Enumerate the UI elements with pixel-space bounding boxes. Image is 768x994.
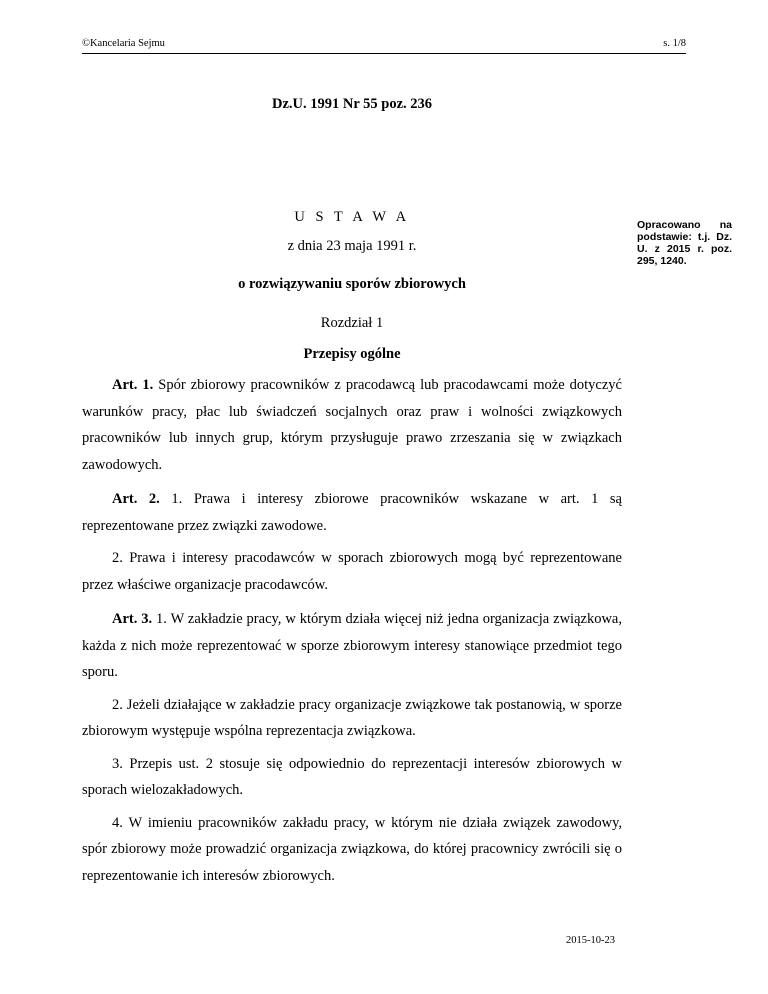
footer-date: 2015-10-23 — [566, 935, 615, 946]
act-date: z dnia 23 maja 1991 r. — [287, 238, 417, 254]
header-divider — [82, 53, 686, 54]
article-3-label: Art. 3. — [112, 611, 153, 627]
article-2-para-1 — [82, 486, 622, 539]
publication-reference: Dz.U. 1991 Nr 55 poz. 236 — [271, 96, 433, 112]
article-1 — [82, 372, 622, 478]
article-3-para-1 — [82, 606, 622, 686]
side-note: Opracowano na podstawie: t.j. Dz. U. z 2015 r. poz. 295, 1240. — [637, 219, 732, 267]
header-source: ©Kancelaria Sejmu — [82, 38, 165, 49]
page-number: s. 1/8 — [663, 38, 686, 49]
article-1-label: Art. 1. — [112, 377, 154, 393]
article-1-text: Spór zbiorowy pracowników z pracodawcą lub pracodawcami może dotyczyć warunków pracy, płac lub świadczeń socjalnych oraz praw i wolności związkowych pracowników lub innych grup, którym przysługuje prawo zrzeszania się w związkach zawodowych. — [82, 377, 622, 473]
chapter-title: Przepisy ogólne — [303, 346, 401, 362]
article-3-para-3: 3. Przepis ust. 2 stosuje się odpowiednio do reprezentacji interesów zbiorowych w sporach wielozakładowych. — [82, 755, 622, 798]
article-2-para-2: 2. Prawa i interesy pracodawców w sporach zbiorowych mogą być reprezentowane przez właściwe organizacje pracodawców. — [82, 550, 622, 593]
article-2-para-1-text: 1. Prawa i interesy zbiorowe pracowników wskazane w art. 1 są reprezentowane przez związki zawodowe. — [82, 491, 622, 534]
act-type: U S T A W A — [294, 209, 410, 225]
article-2-label: Art. 2. — [112, 491, 160, 507]
act-subject: o rozwiązywaniu sporów zbiorowych — [238, 276, 466, 292]
document-body — [82, 372, 622, 895]
article-3-para-1-text: 1. W zakładzie pracy, w którym działa więcej niż jedna organizacja związkowa, każda z nich może reprezentować w sporze zbiorowym interesy stanowiące przedmiot tego sporu. — [82, 611, 622, 680]
article-3-para-2: 2. Jeżeli działające w zakładzie pracy organizacje związkowe tak postanowią, w sporze zbiorowym występuje wspólna reprezentacja związkowa. — [82, 696, 622, 739]
article-3-para-4: 4. W imieniu pracowników zakładu pracy, w którym nie działa związek zawodowy, spór zbiorowy może prowadzić organizacja związkowa, do której pracownicy zwrócili się o reprezentowanie ich interesów zbiorowych. — [82, 814, 622, 884]
chapter-number: Rozdział 1 — [320, 315, 384, 331]
